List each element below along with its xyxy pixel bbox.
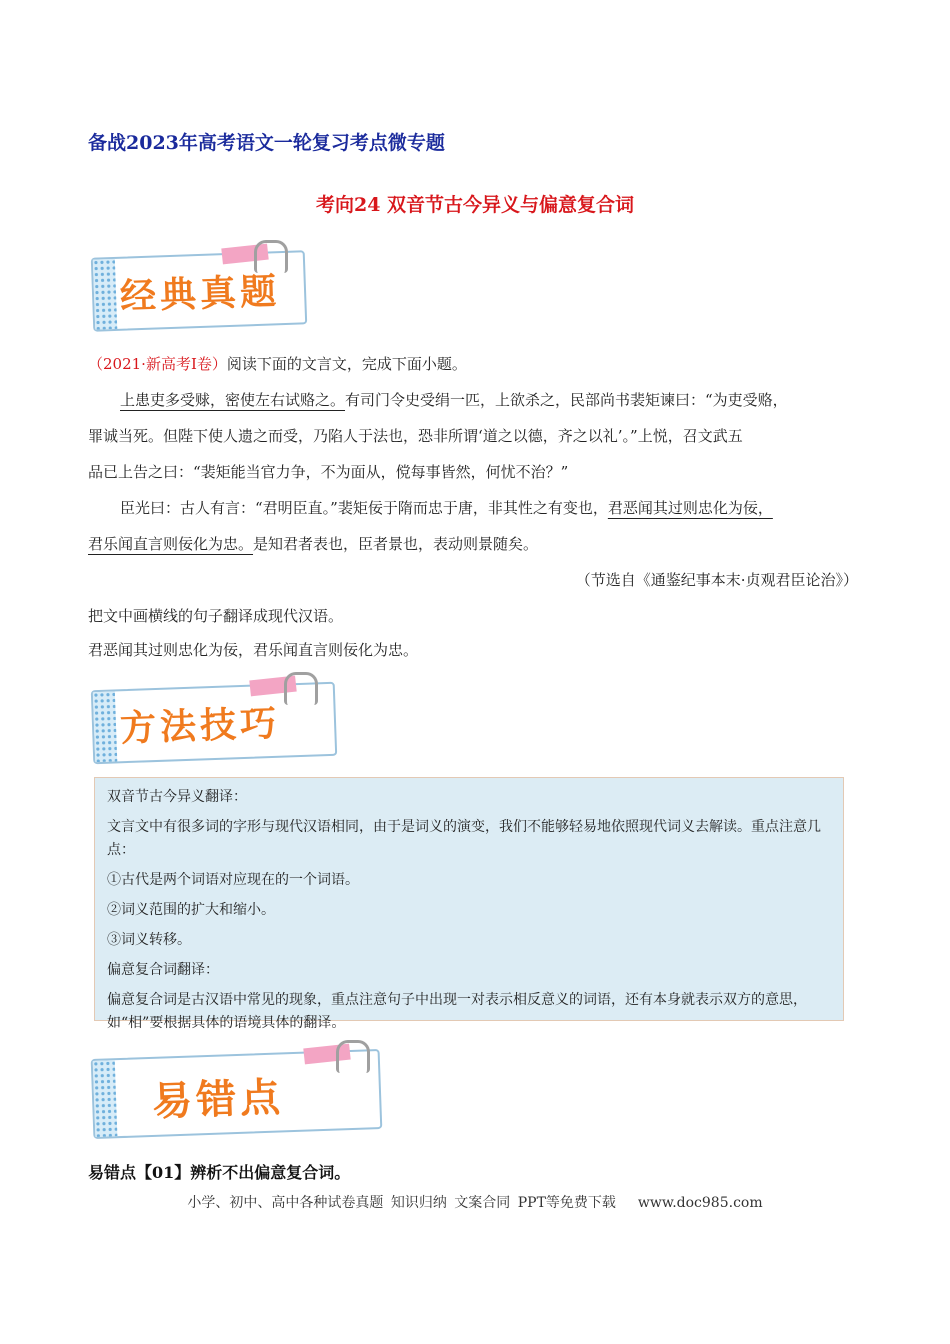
exam-instruction: 阅读下面的文言文，完成下面小题。 bbox=[226, 355, 467, 373]
topic-title: 考向24 双音节古今异义与偏意复合词 bbox=[315, 194, 635, 216]
underlined-sentence-2a: 君恶闻其过则忠化为佞， bbox=[607, 499, 773, 517]
error-item-1: 易错点【01】辨析不出偏意复合词。 bbox=[88, 1163, 351, 1182]
passage-para1-line1: 上患吏多受赇，密使左右试赂之。有司门令史受绢一匹，上欲杀之，民部尚书裴矩谏曰：“为吏受赂， bbox=[120, 391, 788, 409]
tips-point-3: ③词义转移。 bbox=[107, 932, 191, 948]
footer-url[interactable]: www.doc985.com bbox=[637, 1195, 763, 1211]
passage-para1-line3: 品已上告之曰：“裴矩能当官力争，不为面从，傥每事皆然，何忧不治？” bbox=[88, 463, 569, 481]
tips-heading-1: 双音节古今异义翻译： bbox=[107, 789, 247, 805]
tips-point-1: ①古代是两个词语对应现在的一个词语。 bbox=[107, 872, 359, 888]
banner-errors-label: 易错点 bbox=[151, 1074, 285, 1126]
exam-answer-sentence: 君恶闻其过则忠化为佞，君乐闻直言则佞化为忠。 bbox=[88, 641, 419, 659]
banner-exam bbox=[92, 240, 312, 330]
banner-method bbox=[92, 672, 342, 762]
method-tips-box bbox=[94, 777, 844, 1031]
series-title: 备战2023年高考语文一轮复习考点微专题 bbox=[88, 132, 445, 154]
underlined-sentence-1: 上患吏多受赇，密使左右试赂之。 bbox=[120, 391, 346, 409]
exam-source-line bbox=[88, 346, 467, 382]
banner-method-label: 方法技巧 bbox=[119, 703, 281, 750]
paperclip-icon bbox=[284, 672, 318, 705]
exam-question: 把文中画横线的句子翻译成现代汉语。 bbox=[88, 607, 344, 625]
footer-text: 小学、初中、高中各种试卷真题 知识归纳 文案合同 PPT等免费下载 bbox=[187, 1195, 616, 1211]
page-footer bbox=[0, 1192, 950, 1212]
underlined-sentence-2b: 君乐闻直言则佞化为忠。 bbox=[88, 535, 254, 553]
banner-errors bbox=[92, 1040, 387, 1136]
passage-para1-line2: 罪诚当死。但陛下使人遗之而受，乃陷人于法也，恐非所谓‘道之以德，齐之以礼’。”上悦，召文武五 bbox=[88, 427, 743, 445]
passage-para2-line2: 君乐闻直言则佞化为忠。是知君者表也，臣者景也，表动则景随矣。 bbox=[88, 535, 539, 553]
banner-exam-label: 经典真题 bbox=[119, 271, 281, 318]
tips-body-2: 偏意复合词是古汉语中常见的现象，重点注意句子中出现一对表示相反意义的词语，还有本身就表示双方的意思，如“相”要根据具体的语境具体的翻译。 bbox=[107, 992, 807, 1031]
passage-citation: （节选自《通鉴纪事本末·贞观君臣论治》） bbox=[575, 571, 858, 589]
exam-source: （2021·新高考Ⅰ卷） bbox=[88, 355, 227, 373]
tips-intro: 文言文中有很多词的字形与现代汉语相同，由于是词义的演变，我们不能够轻易地依照现代词义去解读。重点注意几点： bbox=[107, 819, 821, 858]
paperclip-icon bbox=[336, 1040, 370, 1073]
tips-heading-2: 偏意复合词翻译： bbox=[107, 962, 219, 978]
tips-point-2: ②词义范围的扩大和缩小。 bbox=[107, 902, 275, 918]
passage-para2-line1: 臣光曰：古人有言：“君明臣直。”裴矩佞于隋而忠于唐，非其性之有变也，君恶闻其过则忠化为佞， bbox=[120, 499, 773, 517]
